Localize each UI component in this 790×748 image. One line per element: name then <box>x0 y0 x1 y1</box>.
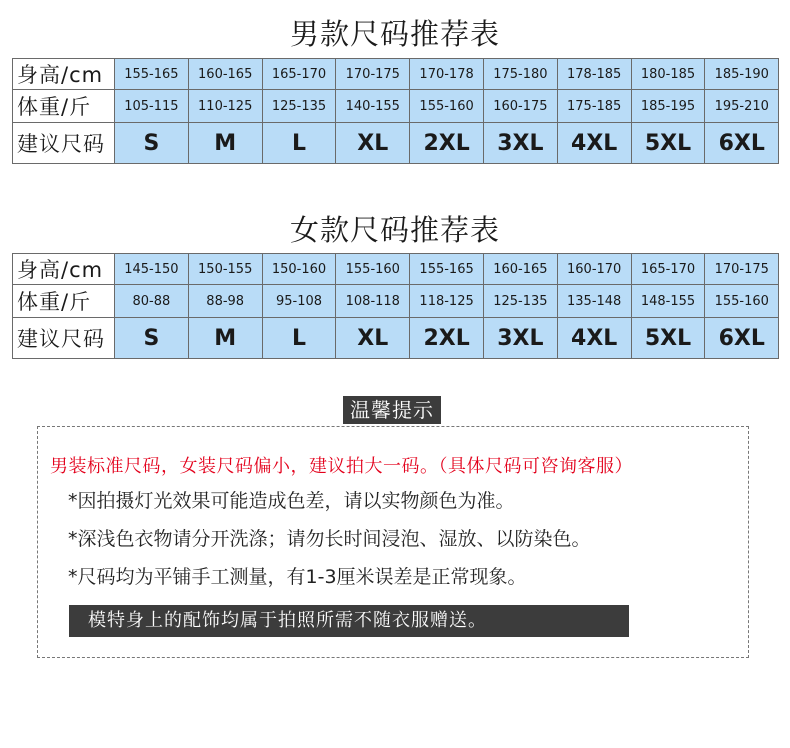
men-size-cell: XL <box>336 123 410 164</box>
men-height-cell: 175-180 <box>483 59 557 90</box>
women-height-cell: 150-160 <box>262 254 336 285</box>
men-height-cell: 170-178 <box>410 59 484 90</box>
men-size-cell: 6XL <box>705 123 779 164</box>
women-size-cell: L <box>262 318 336 359</box>
tip-line: *尺码均为平铺手工测量，有1-3厘米误差是正常现象。 <box>68 566 527 588</box>
tips-box <box>37 426 749 658</box>
men-size-cell: S <box>115 123 189 164</box>
men-weight-cell: 105-115 <box>115 90 189 123</box>
women-height-cell: 150-155 <box>188 254 262 285</box>
women-weight-row <box>13 285 779 318</box>
tip-line: *因拍摄灯光效果可能造成色差，请以实物颜色为准。 <box>68 490 515 512</box>
tips-heading: 温馨提示 <box>343 396 441 424</box>
men-height-cell: 165-170 <box>262 59 336 90</box>
women-weight-cell: 80-88 <box>115 285 189 318</box>
men-size-cell: M <box>188 123 262 164</box>
women-weight-cell: 155-160 <box>705 285 779 318</box>
women-weight-cell: 88-98 <box>188 285 262 318</box>
men-weight-cell: 160-175 <box>483 90 557 123</box>
men-size-row <box>13 123 779 164</box>
women-size-cell: 6XL <box>705 318 779 359</box>
men-weight-cell: 110-125 <box>188 90 262 123</box>
sizing-advice: 男装标准尺码，女装尺码偏小，建议拍大一码。（具体尺码可咨询客服） <box>50 456 633 477</box>
men-weight-cell: 125-135 <box>262 90 336 123</box>
row-label-size: 建议尺码 <box>13 318 115 359</box>
women-height-row <box>13 254 779 285</box>
men-size-cell: 5XL <box>631 123 705 164</box>
women-weight-cell: 125-135 <box>483 285 557 318</box>
men-height-cell: 155-165 <box>115 59 189 90</box>
men-height-row <box>13 59 779 90</box>
men-size-cell: 2XL <box>410 123 484 164</box>
women-height-cell: 145-150 <box>115 254 189 285</box>
tip-line: *深浅色衣物请分开洗涤；请勿长时间浸泡、湿放、以防染色。 <box>68 528 591 550</box>
row-label-height: 身高/cm <box>13 254 115 285</box>
men-size-cell: 4XL <box>557 123 631 164</box>
women-height-cell: 160-170 <box>557 254 631 285</box>
men-weight-cell: 195-210 <box>705 90 779 123</box>
women-weight-cell: 95-108 <box>262 285 336 318</box>
men-height-cell: 180-185 <box>631 59 705 90</box>
men-height-cell: 178-185 <box>557 59 631 90</box>
men-height-cell: 160-165 <box>188 59 262 90</box>
women-height-cell: 160-165 <box>483 254 557 285</box>
women-weight-cell: 148-155 <box>631 285 705 318</box>
women-height-cell: 165-170 <box>631 254 705 285</box>
row-label-size: 建议尺码 <box>13 123 115 164</box>
men-weight-cell: 175-185 <box>557 90 631 123</box>
row-label-weight: 体重/斤 <box>13 90 115 123</box>
women-height-cell: 155-160 <box>336 254 410 285</box>
women-weight-cell: 135-148 <box>557 285 631 318</box>
row-label-weight: 体重/斤 <box>13 285 115 318</box>
women-size-chart-title: 女款尺码推荐表 <box>289 213 500 247</box>
women-weight-cell: 108-118 <box>336 285 410 318</box>
row-label-height: 身高/cm <box>13 59 115 90</box>
women-size-table <box>12 253 779 359</box>
women-size-row <box>13 318 779 359</box>
women-size-cell: S <box>115 318 189 359</box>
men-size-table <box>12 58 779 164</box>
men-size-cell: L <box>262 123 336 164</box>
men-weight-cell: 140-155 <box>336 90 410 123</box>
men-size-cell: 3XL <box>483 123 557 164</box>
men-height-cell: 185-190 <box>705 59 779 90</box>
women-size-cell: XL <box>336 318 410 359</box>
women-height-cell: 155-165 <box>410 254 484 285</box>
men-weight-row <box>13 90 779 123</box>
women-weight-cell: 118-125 <box>410 285 484 318</box>
women-size-cell: M <box>188 318 262 359</box>
women-height-cell: 170-175 <box>705 254 779 285</box>
women-size-cell: 3XL <box>483 318 557 359</box>
men-height-cell: 170-175 <box>336 59 410 90</box>
women-size-cell: 4XL <box>557 318 631 359</box>
women-size-cell: 5XL <box>631 318 705 359</box>
men-weight-cell: 185-195 <box>631 90 705 123</box>
men-weight-cell: 155-160 <box>410 90 484 123</box>
men-size-chart-title: 男款尺码推荐表 <box>289 17 500 51</box>
women-size-cell: 2XL <box>410 318 484 359</box>
accessories-note: 模特身上的配饰均属于拍照所需不随衣服赠送。 <box>69 605 629 637</box>
